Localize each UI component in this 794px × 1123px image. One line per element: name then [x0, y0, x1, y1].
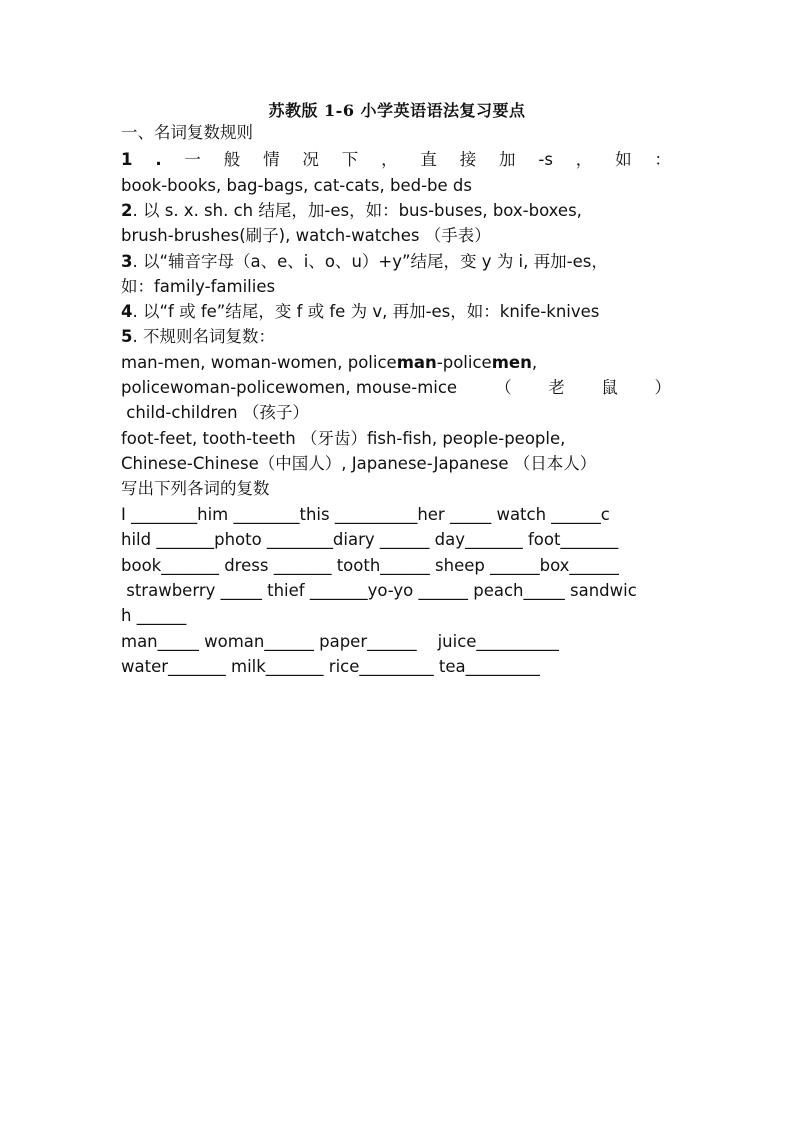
rule1-char: -s	[538, 150, 553, 169]
rule-3-line-2: 如：family-families	[121, 277, 276, 296]
rule-number: 4	[121, 302, 133, 321]
irregular-text: policewoman-policewomen, mouse-mice	[121, 378, 458, 397]
rule-1-line-2: book-books, bag-bags, cat-cats, bed-be ds	[121, 176, 472, 195]
rule-number: 3	[121, 252, 133, 271]
exercise-line-1: I ________him ________this __________her _____ watch ______c	[121, 505, 610, 524]
rule1-char: 加	[499, 150, 516, 169]
rule1-char: 直	[420, 150, 437, 169]
rule1-char: ，	[575, 150, 593, 169]
irregular-bold: men	[491, 353, 532, 372]
rule-text: . 以“f 或 fe”结尾，变 f 或 fe 为 v, 再加-es，如：knife-knives	[132, 302, 600, 321]
rule1-char: 接	[459, 150, 477, 169]
irregular-line-4: foot-feet, tooth-teeth （牙齿）fish-fish, people-people,	[121, 429, 566, 448]
rule1-char: 一	[184, 150, 201, 169]
rule1-char: 如	[615, 150, 632, 169]
rule-number: 5	[121, 327, 133, 346]
rule-2-line-2: brush-brushes(刷子), watch-watches （手表）	[121, 226, 491, 245]
irregular-bold: man	[396, 353, 437, 372]
rule1-char: 般	[223, 150, 241, 169]
irregular-line-2	[121, 377, 671, 399]
rule-text: . 以 s. x. sh. ch 结尾，加-es，如：bus-buses, box-boxes,	[132, 201, 582, 220]
irregular-text: -police	[436, 353, 492, 372]
exercise-line-5: h ______	[121, 606, 187, 625]
exercise-line-7: water_______ milk_______ rice_________ tea_________	[121, 657, 540, 676]
rule1-char: 况	[302, 150, 319, 169]
gloss-part: 老	[548, 378, 565, 397]
exercise-line-2: hild _______photo ________diary ______ day_______ foot_______	[121, 530, 619, 549]
rule1-char: 下	[341, 150, 359, 169]
irregular-gloss	[457, 377, 671, 399]
irregular-line-5: Chinese-Chinese（中国人）, Japanese-Japanese （日本人）	[121, 454, 597, 473]
gloss-part: 鼠	[601, 378, 618, 397]
rule1-char: ：	[654, 150, 671, 169]
gloss-part: ）	[654, 378, 671, 397]
gloss-part: （	[495, 378, 512, 397]
exercise-title: 写出下列各词的复数	[121, 479, 270, 498]
irregular-text: ,	[531, 353, 538, 372]
rule1-char: .	[155, 150, 162, 169]
rule-3-line-1	[121, 251, 671, 273]
rule-text: . 以“辅音字母（a、e、i、o、u）+y”结尾，变 y 为 i, 再加-es，	[132, 252, 608, 271]
document-title: 苏教版 1-6 小学英语语法复习要点	[268, 101, 526, 120]
rule-4-line-1	[121, 301, 671, 323]
exercise-line-6: man_____ woman______ paper______ juice__________	[121, 632, 559, 651]
irregular-line-1	[121, 352, 671, 374]
rule-text: . 不规则名词复数：	[132, 327, 275, 346]
rule-1-line-1	[121, 149, 671, 171]
exercise-line-4: strawberry _____ thief _______yo-yo ______ peach_____ sandwic	[121, 581, 637, 600]
rule-2-line-1	[121, 200, 671, 222]
irregular-text: man-men, woman-women, police	[121, 353, 397, 372]
rule1-char: 1	[121, 150, 133, 169]
section-heading: 一、名词复数规则	[121, 123, 253, 142]
rule1-char: ，	[381, 150, 398, 169]
irregular-line-3: child-children （孩子）	[121, 403, 309, 422]
rule-number: 2	[121, 201, 133, 220]
exercise-line-3: book_______ dress _______ tooth______ sheep ______box______	[121, 556, 619, 575]
rule-5-line-1	[121, 326, 671, 348]
rule1-char: 情	[263, 150, 280, 169]
